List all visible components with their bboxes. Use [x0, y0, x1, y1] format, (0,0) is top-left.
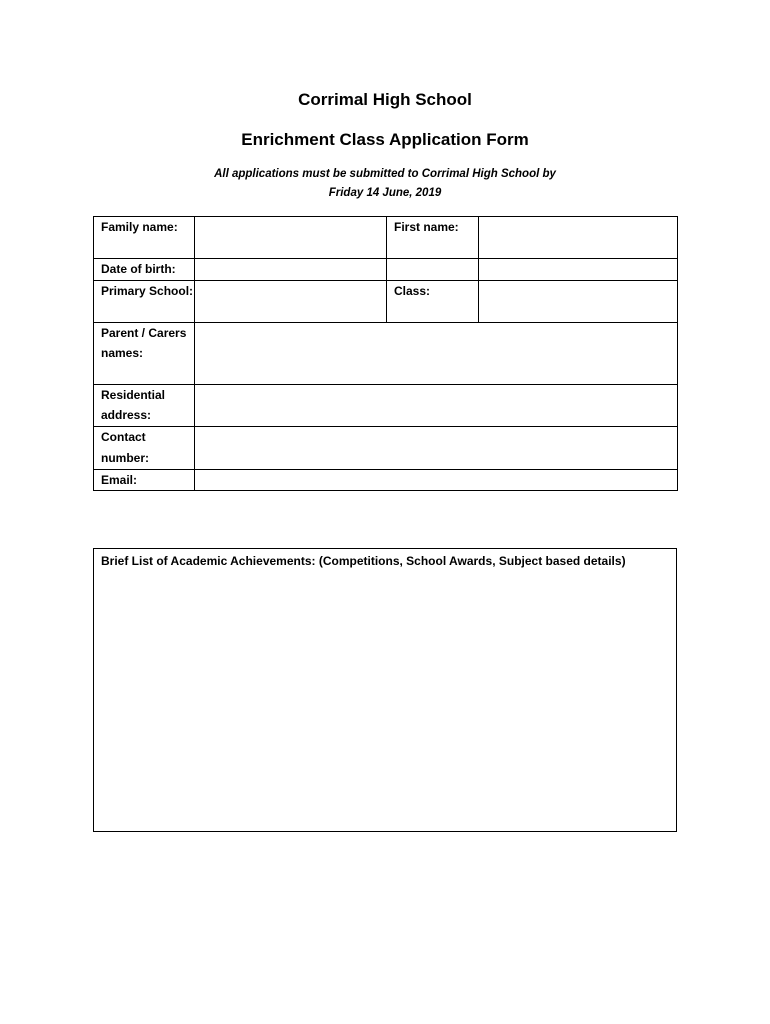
date-of-birth-field-3[interactable]	[479, 259, 678, 281]
date-of-birth-label: Date of birth:	[94, 259, 195, 281]
email-label: Email:	[94, 469, 195, 491]
family-name-field[interactable]	[195, 217, 387, 259]
school-name: Corrimal High School	[298, 90, 472, 109]
class-field[interactable]	[479, 280, 678, 322]
date-of-birth-field[interactable]	[195, 259, 387, 281]
applicant-details-table	[93, 216, 678, 491]
submission-note-line1: All applications must be submitted to Corrimal High School by	[214, 168, 556, 180]
residential-address-field[interactable]	[195, 384, 678, 426]
contact-number-label: Contact number:	[94, 427, 195, 469]
date-of-birth-field-2[interactable]	[387, 259, 479, 281]
family-name-label: Family name:	[94, 217, 195, 259]
parent-names-field[interactable]	[195, 322, 678, 384]
residential-address-label: Residential address:	[94, 384, 195, 426]
class-label: Class:	[387, 280, 479, 322]
primary-school-label: Primary School:	[94, 280, 195, 322]
first-name-label: First name:	[387, 217, 479, 259]
first-name-field[interactable]	[479, 217, 678, 259]
contact-number-field[interactable]	[195, 427, 678, 469]
achievements-label: Brief List of Academic Achievements: (Competitions, School Awards, Subject based details)	[101, 554, 626, 568]
achievements-box[interactable]	[93, 548, 677, 832]
primary-school-field[interactable]	[195, 280, 387, 322]
email-field[interactable]	[195, 469, 678, 491]
form-title: Enrichment Class Application Form	[241, 130, 529, 149]
parent-names-label: Parent / Carers names:	[94, 322, 195, 384]
submission-note-line2: Friday 14 June, 2019	[328, 187, 442, 199]
